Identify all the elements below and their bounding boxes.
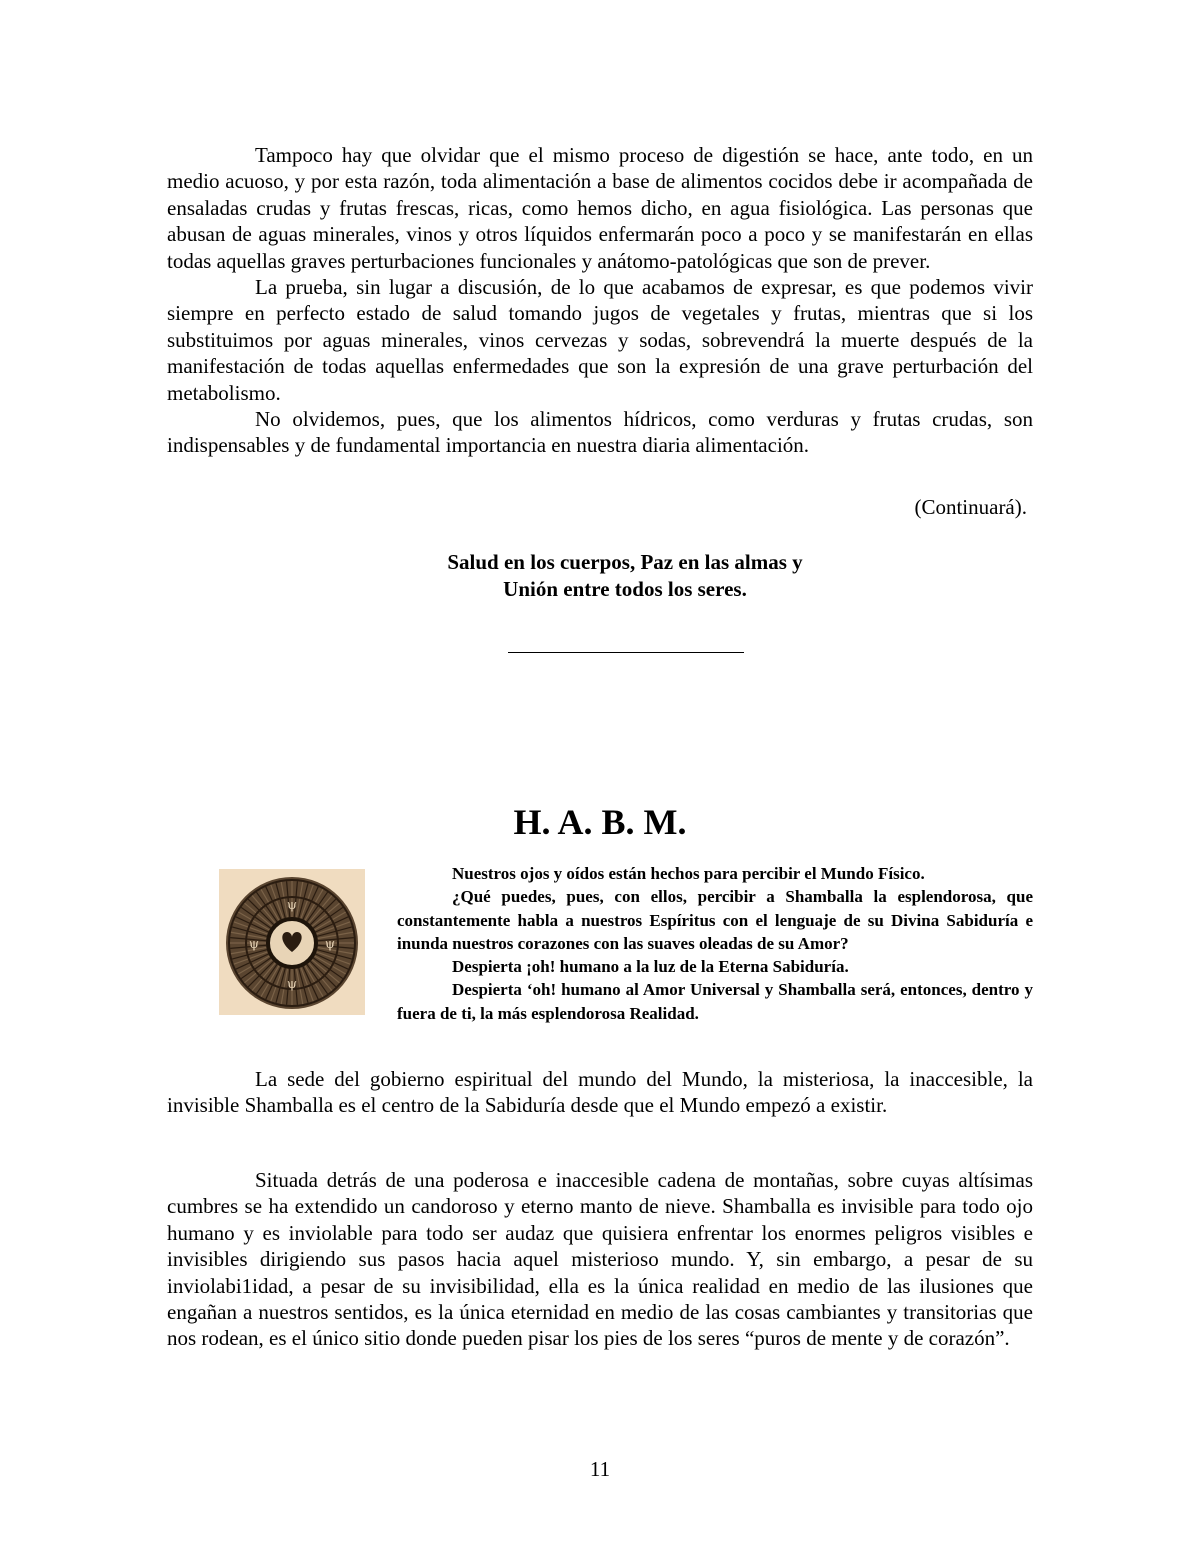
shamballa-quote xyxy=(397,862,1033,1025)
svg-text:ψ: ψ xyxy=(286,977,298,992)
quote-line-4: Despierta ‘oh! humano al Amor Universal y Shamballa será, entonces, dentro y fuera de ti, la más esplendorosa Realidad. xyxy=(397,980,1033,1023)
shamballa-seal-icon xyxy=(219,869,365,1015)
svg-text:ψ: ψ xyxy=(248,937,260,952)
paragraph-digestion: Tampoco hay que olvidar que el mismo proceso de digestión se hace, ante todo, en un medio acuoso, y por esta razón, toda alimentación a base de alimentos cocidos debe ir acompañada de ensaladas crudas y frutas frescas, ricas, como hemos dicho, en agua fisiológica. Las personas que abusan de aguas minerales, vinos y otros líquidos enfermarán poco a poco y se manifestarán en ellas todas aquellas graves perturbaciones funcionales y anátomo-patológicas que son de prever. xyxy=(167,143,1033,273)
paragraph-olvidemos: No olvidemos, pues, que los alimentos hídricos, como verduras y frutas crudas, son indispensables y de fundamental importancia en nuestra diaria alimentación. xyxy=(167,407,1033,458)
svg-text:ψ: ψ xyxy=(286,898,298,913)
quote-line-3: Despierta ¡oh! humano a la luz de la Eterna Sabiduría. xyxy=(452,957,849,977)
body-text-sede xyxy=(167,1066,1033,1119)
paragraph-situada: Situada detrás de una poderosa e inaccesible cadena de montañas, sobre cuyas altísimas cumbres se ha extendido un candoroso y eterno manto de nieve. Shamballa es invisible para todo ojo humano y es inviolable para todo ser audaz que quisiera enfrentar los enormes peligros visibles e invisibles dirigiendo sus pasos hacia aquel misterioso mundo. Y, sin embargo, a pesar de su inviolabi1idad, a pesar de su invisibilidad, ella es la única realidad en medio de las ilusiones que engañan a nuestros sentidos, es la única eternidad en medio de las cosas cambiantes y transitorias que nos rodean, es el único sitio donde pueden pisar los pies de los seres “puros de mente y de corazón”. xyxy=(167,1168,1033,1351)
top-text-block xyxy=(167,142,1033,459)
emblem-image xyxy=(219,869,365,1015)
svg-text:ψ: ψ xyxy=(324,937,336,952)
quote-line-1: Nuestros ojos y oídos están hechos para percibir el Mundo Físico. xyxy=(452,864,925,883)
motto-line-2: Unión entre todos los seres. xyxy=(503,577,747,601)
quote-line-2: ¿Qué puedes, pues, con ellos, percibir a Shamballa la esplendorosa, que constantemente habla a nuestros Espíritus con el lenguaje de su Divina Sabiduría e inunda nuestros corazones con las suaves oleadas de su Amor? xyxy=(397,887,1033,953)
paragraph-prueba: La prueba, sin lugar a discusión, de lo que acabamos de expresar, es que podemos vivir siempre en perfecto estado de salud tomando jugos de vegetales y frutas, mientras que si los substituimos por aguas minerales, vinos cervezas y sodas, sobrevendrá la muerte después de la manifestación de todas aquellas enfermedades que son la expresión de una grave perturbación del metabolismo. xyxy=(167,275,1033,405)
section-divider xyxy=(508,652,744,653)
motto xyxy=(0,549,1200,603)
section-title: H. A. B. M. xyxy=(513,802,687,842)
body-text-situada xyxy=(167,1167,1033,1352)
paragraph-sede: La sede del gobierno espiritual del mundo del Mundo, la misteriosa, la inaccesible, la invisible Shamballa es el centro de la Sabiduría desde que el Mundo empezó a existir. xyxy=(167,1067,1033,1118)
continuation-note: (Continuará). xyxy=(914,495,1027,519)
page-number: 11 xyxy=(589,1457,611,1481)
motto-line-1: Salud en los cuerpos, Paz en las almas y xyxy=(447,550,803,574)
